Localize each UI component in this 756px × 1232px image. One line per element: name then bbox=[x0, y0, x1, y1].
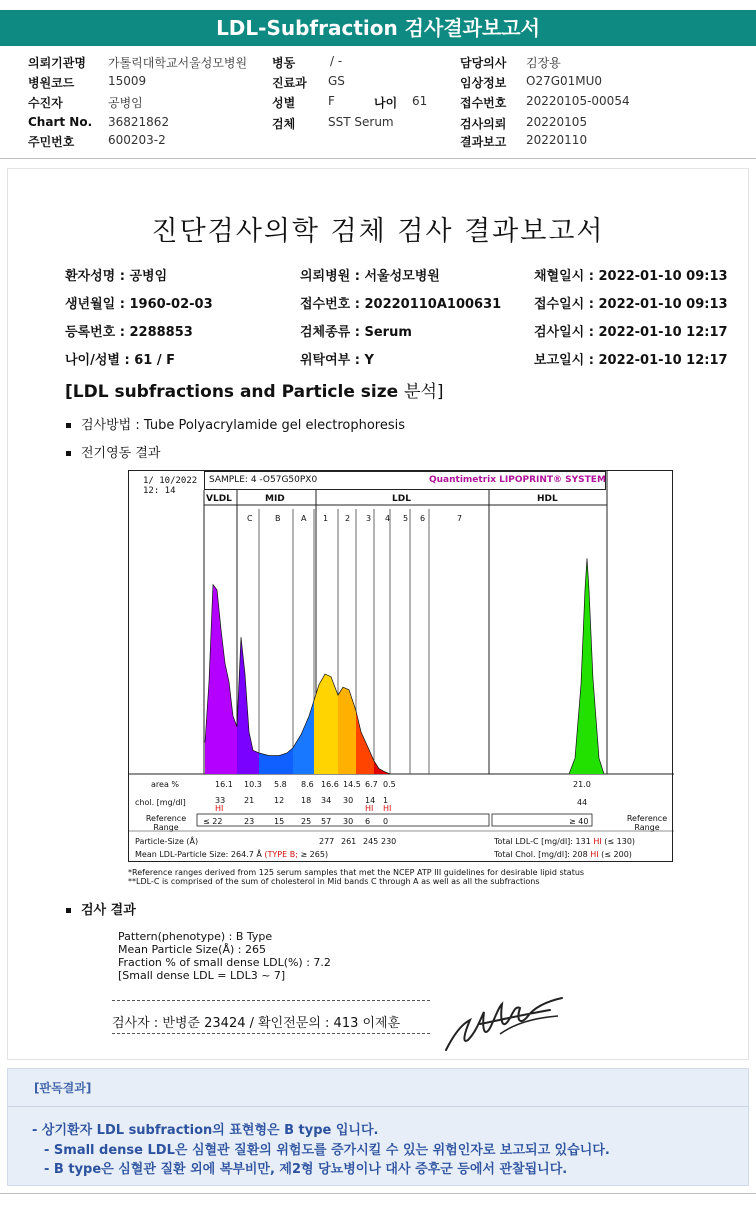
band-4: 4 bbox=[385, 514, 391, 523]
chol-value: 34 bbox=[321, 796, 332, 805]
chol-value: 1 bbox=[383, 796, 389, 805]
specimen-type: 검체종류 : Serum bbox=[300, 325, 412, 340]
chol-value: 33 bbox=[215, 796, 226, 805]
hosp-code-value: 15009 bbox=[108, 74, 147, 88]
total-chol-ref: (≤ 200) bbox=[601, 850, 632, 859]
chol-flag: HI bbox=[215, 804, 224, 813]
vldl-peak bbox=[205, 585, 237, 774]
group-ldl: LDL bbox=[392, 494, 411, 504]
particle-size-value: 245 bbox=[363, 837, 379, 846]
mean-type: (TYPE B; bbox=[264, 850, 298, 859]
org-label: 의뢰기관명 bbox=[28, 56, 86, 70]
band-3: 3 bbox=[366, 514, 372, 523]
interpretation-line-2: - Small dense LDL은 심혈관 질환의 위험도를 증가시킬 수 있는 위험인자로 보고되고 있습니다. bbox=[44, 1143, 610, 1158]
bullet-icon bbox=[66, 908, 71, 913]
group-hdl: HDL bbox=[537, 494, 558, 504]
group-mid: MID bbox=[265, 494, 285, 504]
chart-sample: SAMPLE: 4 -O57G50PX0 bbox=[209, 475, 318, 485]
receipt-no: 접수번호 : 20220110A100631 bbox=[300, 297, 502, 312]
area-value: 8.6 bbox=[301, 780, 314, 789]
clinical-value: O27G01MU0 bbox=[526, 74, 603, 88]
collected-time: 채혈일시 : 2022-01-10 09:13 bbox=[534, 269, 728, 284]
group-vldl: VLDL bbox=[206, 494, 232, 504]
note-1: *Reference ranges derived from 125 serum samples that met the NCEP ATP III guidelines for desirable lipid status bbox=[128, 868, 585, 877]
inspector-line: 검사자 : 반병준 23424 / 확인전문의 : 413 이제훈 bbox=[112, 1016, 401, 1031]
chol-flag: HI bbox=[365, 804, 374, 813]
rrn-label: 주민번호 bbox=[28, 135, 75, 149]
interpretation-heading: [판독결과] bbox=[34, 1081, 92, 1095]
dashed-divider bbox=[112, 1000, 430, 1001]
area-value: 0.5 bbox=[383, 780, 396, 789]
particle-size-value: 261 bbox=[341, 837, 357, 846]
hdl-reference: ≥ 40 bbox=[569, 817, 589, 826]
row-label-chol: chol. [mg/dl] bbox=[135, 798, 186, 807]
area-value: 16.6 bbox=[321, 780, 339, 789]
chart-brand: Quantimetrix LIPOPRINT® SYSTEM bbox=[429, 475, 606, 485]
hdl-peak bbox=[569, 558, 604, 774]
rrn-value: 600203-2 bbox=[108, 133, 166, 147]
total-ldl-flag: HI bbox=[593, 837, 602, 846]
chol-value: 18 bbox=[301, 796, 312, 805]
area-value: 6.7 bbox=[365, 780, 378, 789]
hosp-code-label: 병원코드 bbox=[28, 76, 75, 90]
dob: 생년월일 : 1960-02-03 bbox=[65, 297, 213, 312]
hdl-chol: 44 bbox=[577, 798, 588, 807]
mean-ref: ≥ 265) bbox=[300, 850, 329, 859]
result-fraction: Fraction % of small dense LDL(%) : 7.2 bbox=[118, 956, 331, 969]
ref-label-right: Reference Range bbox=[626, 814, 668, 832]
age-sex: 나이/성별 : 61 / F bbox=[65, 353, 176, 368]
report-date-value: 20220110 bbox=[526, 133, 588, 147]
result-pattern: Pattern(phenotype) : B Type bbox=[118, 930, 273, 943]
area-value: 5.8 bbox=[274, 780, 287, 789]
sex-label: 성별 bbox=[272, 96, 296, 110]
request-value: 20220105 bbox=[526, 115, 588, 129]
electro-line bbox=[66, 442, 160, 461]
chol-value: 21 bbox=[244, 796, 255, 805]
row-label-area: area % bbox=[151, 780, 179, 789]
age-label: 나이 bbox=[374, 96, 398, 110]
tested-time: 검사일시 : 2022-01-10 12:17 bbox=[534, 325, 728, 340]
section-title bbox=[65, 377, 444, 402]
specimen-label: 검체 bbox=[272, 117, 296, 131]
receipt-label: 접수번호 bbox=[460, 96, 507, 110]
age-value: 61 bbox=[412, 94, 428, 108]
report-header bbox=[0, 10, 756, 46]
chol-value: 14 bbox=[365, 796, 376, 805]
method-text: 검사방법 : Tube Polyacrylamide gel electrophoresis bbox=[81, 418, 406, 433]
order-info bbox=[0, 54, 756, 154]
electro-text: 전기영동 결과 bbox=[81, 446, 161, 461]
interpretation-panel bbox=[7, 1068, 749, 1186]
result-mean-size: Mean Particle Size(Å) : 265 bbox=[118, 943, 266, 956]
clinical-label: 임상정보 bbox=[460, 76, 507, 90]
chol-value: 12 bbox=[274, 796, 285, 805]
reference-value: 25 bbox=[301, 817, 312, 826]
doctor-label: 담당의사 bbox=[460, 56, 507, 70]
method-line bbox=[66, 414, 405, 433]
section-title-kr: 분석] bbox=[404, 382, 444, 402]
particle-size-value: 230 bbox=[381, 837, 397, 846]
chol-flag: HI bbox=[383, 804, 392, 813]
particle-size-value: 277 bbox=[319, 837, 335, 846]
chart-no-label: Chart No. bbox=[28, 115, 93, 129]
results-heading bbox=[66, 899, 136, 918]
chol-value: 30 bbox=[343, 796, 354, 805]
report-date-label: 결과보고 bbox=[460, 135, 507, 149]
mid-b-peak bbox=[259, 748, 293, 774]
divider bbox=[0, 1193, 756, 1194]
patient-name: 환자성명 : 공병임 bbox=[65, 269, 168, 284]
area-value: 14.5 bbox=[343, 780, 361, 789]
ldl3-peak bbox=[356, 711, 374, 774]
hdl-area: 21.0 bbox=[573, 780, 591, 789]
reference-value: 57 bbox=[321, 817, 332, 826]
dept-value: GS bbox=[328, 74, 345, 88]
band-6: 6 bbox=[420, 514, 426, 523]
reg-no: 등록번호 : 2288853 bbox=[65, 325, 193, 340]
ldl4-peak bbox=[374, 761, 390, 774]
area-value: 10.3 bbox=[244, 780, 262, 789]
area-value: 16.1 bbox=[215, 780, 233, 789]
reference-value: 0 bbox=[383, 817, 389, 826]
interpretation-line-3: - B type은 심혈관 질환 외에 복부비만, 제2형 당뇨병이나 대사 증후군 등에서 관찰됩니다. bbox=[44, 1162, 568, 1177]
total-chol bbox=[494, 850, 632, 859]
request-label: 검사의뢰 bbox=[460, 117, 507, 131]
mean-size-text: Mean LDL-Particle Size: 264.7 Å bbox=[135, 850, 262, 859]
result-small-dense: [Small dense LDL = LDL3 ~ 7] bbox=[118, 969, 286, 982]
divider bbox=[0, 158, 756, 159]
outsourced: 위탁여부 : Y bbox=[300, 353, 374, 368]
panel-divider bbox=[8, 1106, 748, 1107]
specimen-value: SST Serum bbox=[328, 115, 394, 129]
chart-no-value: 36821862 bbox=[108, 115, 170, 129]
chart-plot bbox=[129, 471, 674, 863]
sex-value: F bbox=[328, 94, 335, 108]
band-1: 1 bbox=[323, 514, 329, 523]
lipoprint-chart bbox=[128, 470, 673, 862]
reference-value: 30 bbox=[343, 817, 354, 826]
chart-date: 1/ 10/2022 bbox=[143, 476, 198, 486]
total-chol-flag: HI bbox=[590, 850, 599, 859]
total-ldl bbox=[494, 837, 635, 846]
chart-time: 12: 14 bbox=[143, 486, 176, 496]
note-2: **LDL-C is comprised of the sum of cholesterol in Mid bands C through A as well as all the subfractions bbox=[128, 877, 540, 886]
reference-value: 15 bbox=[274, 817, 285, 826]
bullet-icon bbox=[66, 423, 71, 428]
results-heading-text: 검사 결과 bbox=[81, 903, 136, 918]
doctor-value: 김장용 bbox=[526, 56, 561, 70]
ward-label: 병동 bbox=[272, 56, 296, 70]
paper-title: 진단검사의학 검체 검사 결과보고서 bbox=[151, 216, 605, 247]
receipt-value: 20220105-00054 bbox=[526, 94, 630, 108]
org-value: 가톨릭대학교서울성모병원 bbox=[108, 56, 248, 70]
bullet-icon bbox=[66, 451, 71, 456]
dept-label: 진료과 bbox=[272, 76, 307, 90]
band-b: B bbox=[275, 514, 281, 523]
section-title-en: [LDL subfractions and Particle size bbox=[65, 382, 405, 402]
band-5: 5 bbox=[403, 514, 409, 523]
signature-image bbox=[440, 994, 570, 1058]
density-outline bbox=[205, 558, 604, 774]
reported-time: 보고일시 : 2022-01-10 12:17 bbox=[534, 353, 728, 368]
reference-value: ≤ 22 bbox=[203, 817, 223, 826]
reference-value: 23 bbox=[244, 817, 255, 826]
examinee-label: 수진자 bbox=[28, 96, 63, 110]
total-chol-value: Total Chol. [mg/dl]: 208 bbox=[494, 850, 588, 859]
interpretation-line-1: - 상기환자 LDL subfraction의 표현형은 B type 입니다. bbox=[32, 1123, 379, 1138]
row-label-mean bbox=[135, 850, 328, 859]
total-ldl-ref: (≤ 130) bbox=[604, 837, 636, 846]
ldl2-peak bbox=[338, 687, 356, 774]
row-label-ref: Reference Range bbox=[145, 814, 187, 832]
req-hospital: 의뢰병원 : 서울성모병원 bbox=[300, 269, 440, 284]
examinee-value: 공병임 bbox=[108, 96, 143, 110]
ward-value: / - bbox=[330, 54, 343, 68]
band-7: 7 bbox=[457, 514, 463, 523]
band-c: C bbox=[247, 514, 253, 523]
band-2: 2 bbox=[345, 514, 351, 523]
row-label-size: Particle-Size (Å) bbox=[135, 837, 199, 846]
received-time: 접수일시 : 2022-01-10 09:13 bbox=[534, 297, 728, 312]
total-ldl-value: Total LDL-C [mg/dl]: 131 bbox=[494, 837, 591, 846]
dashed-divider bbox=[112, 1033, 430, 1034]
band-a: A bbox=[301, 514, 307, 523]
report-header-title: LDL-Subfraction 검사결과보고서 bbox=[216, 16, 540, 40]
reference-value: 6 bbox=[365, 817, 371, 826]
